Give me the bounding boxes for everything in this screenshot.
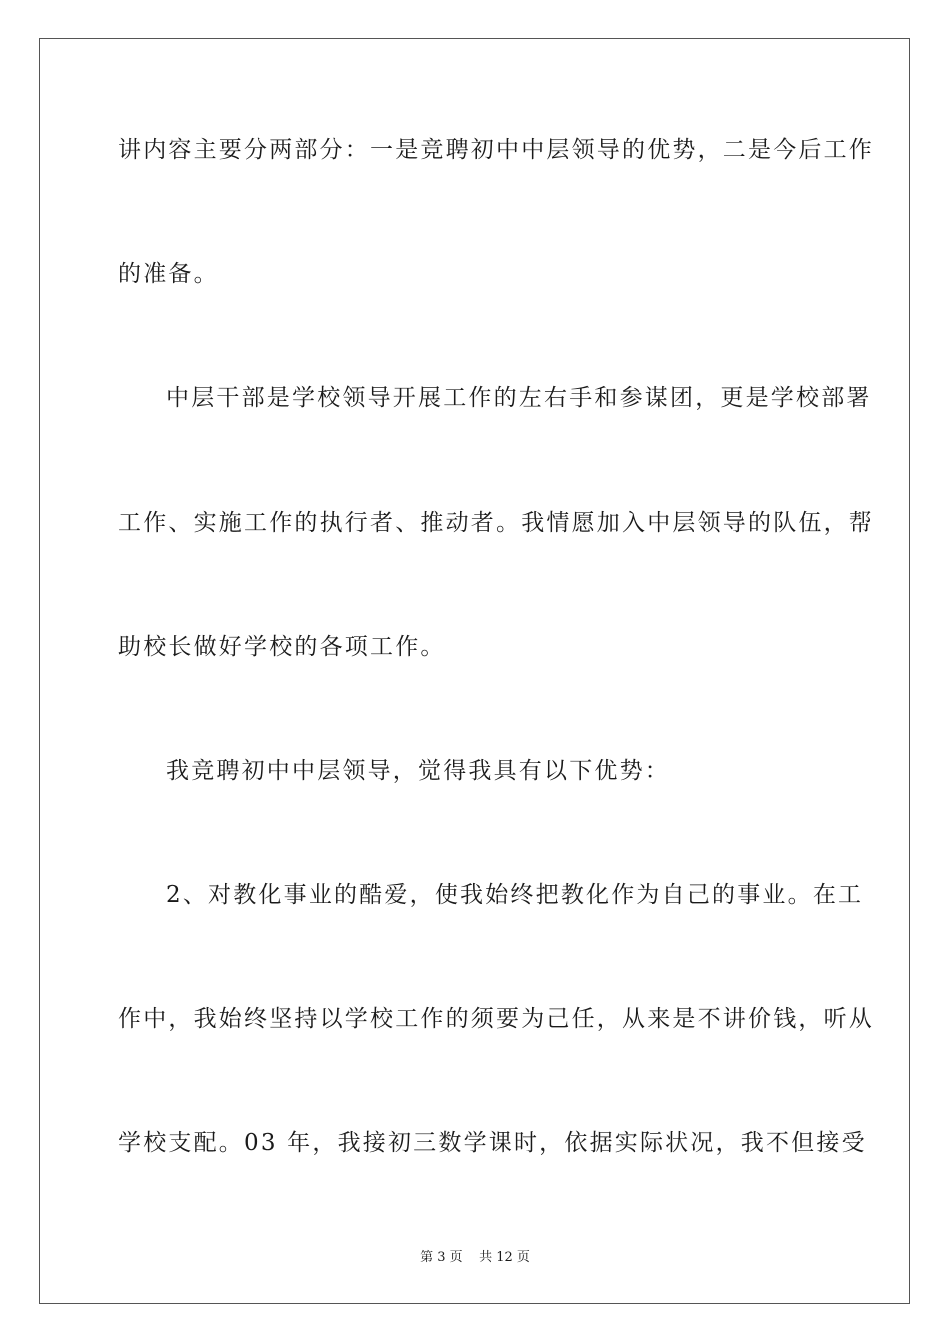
- text-line: 助校长做好学校的各项工作。: [118, 634, 446, 660]
- text-line: 的准备。: [118, 261, 219, 287]
- text-line: 讲内容主要分两部分：一是竞聘初中中层领导的优势，二是今后工作: [118, 137, 874, 163]
- text-line: 2、对教化事业的酷爱，使我始终把教化作为自己的事业。在工: [166, 882, 864, 908]
- text-line: 中层干部是学校领导开展工作的左右手和参谋团，更是学校部署: [166, 385, 872, 411]
- text-line: 学校支配。03 年，我接初三数学课时，依据实际状况，我不但接受: [118, 1130, 867, 1156]
- page-frame: [39, 38, 910, 1304]
- text-line: 作中，我始终坚持以学校工作的须要为己任，从来是不讲价钱，听从: [118, 1006, 874, 1032]
- text-line: 工作、实施工作的执行者、推动者。我情愿加入中层领导的队伍，帮: [118, 510, 874, 536]
- text-line: 我竞聘初中中层领导，觉得我具有以下优势：: [166, 758, 670, 784]
- page-number-footer: 第 3 页 共 12 页: [420, 1250, 530, 1265]
